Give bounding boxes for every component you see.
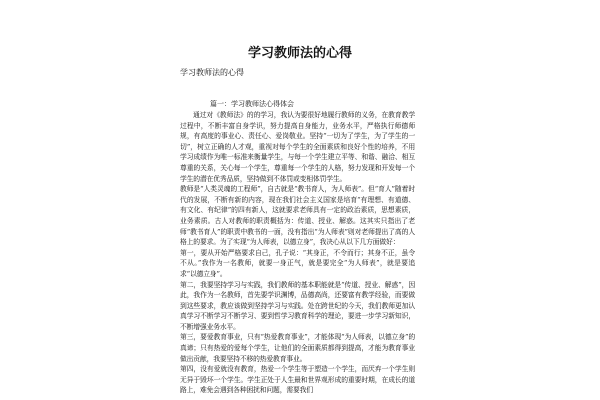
document-title: 学习教师法的心得	[247, 46, 352, 61]
paragraph: 教师是“人类灵魂的工程师”，自古就是“教书育人，为人师表”。但“育人”随着时代的发展，不断有新的内容，现在我们社会主义国家是培育“有理想、有道德、有文化、有纪律”的四有新人，这就要求老师具有一定的政治素质，思想素质，业务素质。古人对教师的职责概括为：传道、授业、解惑。这其实只指出了老师“教书育人”的职责中教书的一面，没有指出“为人师表”则对老师提出了高的人格上的要求。为了实现“为人师表，以德立身”，我决心从以下几方面做好：	[180, 185, 415, 247]
paragraph: 第三，要爱教育事业，只有“热爱教育事业”，才能体现“为人师表，以德立身”的真谛；只有热爱的爱每个学生，让他们的全面素质都得到提高，才能为教育事业做出贡献，我要坚持不移的热爱教育事业。	[180, 333, 415, 363]
paragraph: 第一，要从开始严格要求自己，孔子说：“其身正，不令而行；其身不正，虽令不从。”我作为一名教师，就要一身正气，就是要完全“为人师表”，就是要追求“以德立身”。	[180, 248, 415, 278]
document-body	[180, 99, 415, 396]
paragraph: 通过对《教师法》的的学习，我认为要很好地履行教师的义务，在教育教学过程中，不断丰富自身学识，努力提高自身能力，业务水平，严格执行师德师规，有高度的事业心、责任心、爱岗敬业。坚持“一切为了学生，为了学生的一切”，树立正确的人才观，重视对每个学生的全面素质和良好个性的培养，不用学习成绩作为唯一标准来衡量学生，与每一个学生建立平等、和谐、融洽、相互尊重的关系，关心每一个学生，尊重每一个学生的人格，努力发现和开发每一个学生的潜在优秀品质，坚持做到不体罚或变相体罚学生。	[180, 111, 415, 183]
paragraph: 第四，没有爱就没有教育，热爱一个学生等于塑造一个学生，而厌弃一个学生则无异于毁坏一个学生。学生正处于人生最和世界观形成的重要时期，在成长的道路上，难免会遇到各种困扰和问题，需要我们	[180, 365, 415, 395]
section-heading: 篇一：学习教师法心得体会	[210, 100, 294, 108]
document-subtitle: 学习教师法的心得	[180, 68, 244, 77]
paragraph: 第二，我要坚持学习与实践，我们教师的基本职能就是“传道、授业、解惑”，因此，我作为一名教师，首先要学识渊博，品德高尚，还要富有教学经验，而要做到这些要求，教应该做到坚持学习与实践。处在跨世纪的今天，我们教师更加认真学习不断学习不断学习、要到哲学习教育科学的理论，要进一步学习新知识，不断增强业务水平。	[180, 280, 415, 331]
